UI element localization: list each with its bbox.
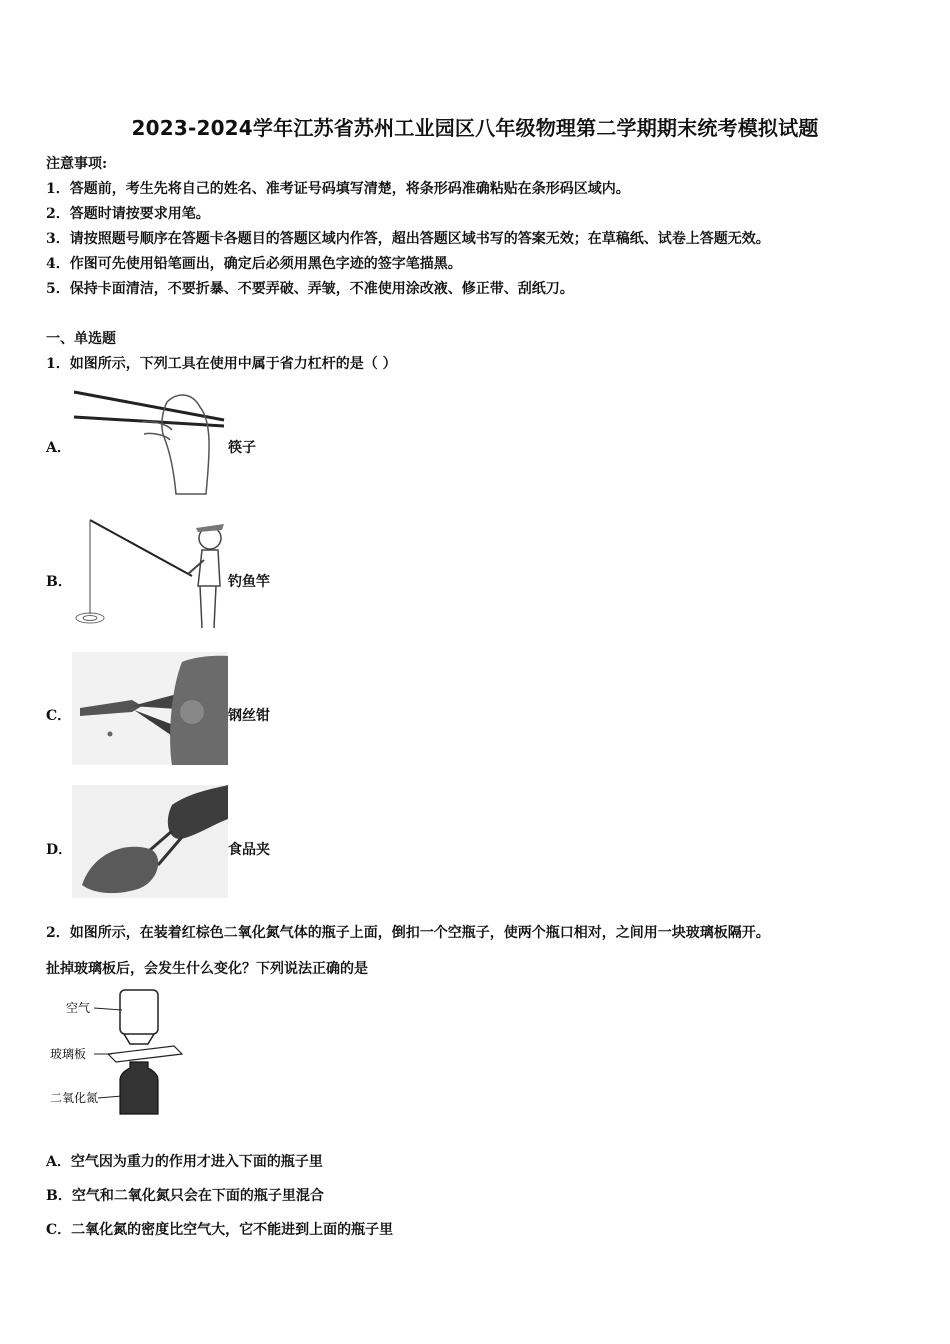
notice-item: 4．作图可先使用铅笔画出，确定后必须用黑色字迹的签字笔描黑。	[46, 256, 462, 272]
option-b-letter: B．	[46, 574, 72, 590]
pliers-figure	[72, 652, 228, 765]
label-air: 空气	[66, 1001, 91, 1015]
option-a-letter: A．	[46, 440, 71, 456]
question-2-option-b: B．空气和二氧化氮只会在下面的瓶子里混合	[46, 1188, 324, 1204]
gas-diffusion-figure	[46, 988, 196, 1120]
question-1-stem: 1．如图所示，下列工具在使用中属于省力杠杆的是（ ）	[46, 356, 397, 372]
question-2-option-a: A．空气因为重力的作用才进入下面的瓶子里	[46, 1154, 323, 1170]
option-d-letter: D．	[46, 842, 73, 858]
option-b-text: 钓鱼竿	[228, 574, 270, 590]
label-glass-plate: 玻璃板	[50, 1047, 87, 1061]
option-a-text: 筷子	[228, 440, 256, 456]
notice-item: 1．答题前，考生先将自己的姓名、准考证号码填写清楚，将条形码准确粘贴在条形码区域内。	[46, 181, 630, 197]
label-no2: 二氧化氮	[50, 1091, 99, 1105]
question-2-stem: 2．如图所示，在装着红棕色二氧化氮气体的瓶子上面，倒扣一个空瓶子，使两个瓶口相对，之间用一块玻璃板隔开。	[46, 925, 770, 941]
notice-item: 2．答题时请按要求用笔。	[46, 206, 210, 222]
notice-item: 3．请按照题号顺序在答题卡各题目的答题区域内作答，超出答题区域书写的答案无效；在草稿纸、试卷上答题无效。	[46, 231, 770, 247]
question-2-stem-cont: 扯掉玻璃板后，会发生什么变化？下列说法正确的是	[46, 961, 368, 977]
option-c-text: 钢丝钳	[228, 708, 270, 724]
page-title: 2023-2024学年江苏省苏州工业园区八年级物理第二学期期末统考模拟试题	[131, 116, 819, 140]
question-2-option-c: C．二氧化氮的密度比空气大，它不能进到上面的瓶子里	[46, 1222, 394, 1238]
notice-item: 5．保持卡面清洁，不要折暴、不要弄破、弄皱，不准使用涂改液、修正带、刮纸刀。	[46, 281, 574, 297]
food-tongs-figure	[72, 785, 228, 898]
option-c-letter: C．	[46, 708, 72, 724]
option-d-text: 食品夹	[228, 842, 270, 858]
fishing-rod-figure	[72, 516, 228, 631]
chopsticks-figure	[72, 382, 228, 497]
notice-heading: 注意事项:	[46, 156, 108, 172]
section-heading: 一、单选题	[46, 331, 116, 347]
